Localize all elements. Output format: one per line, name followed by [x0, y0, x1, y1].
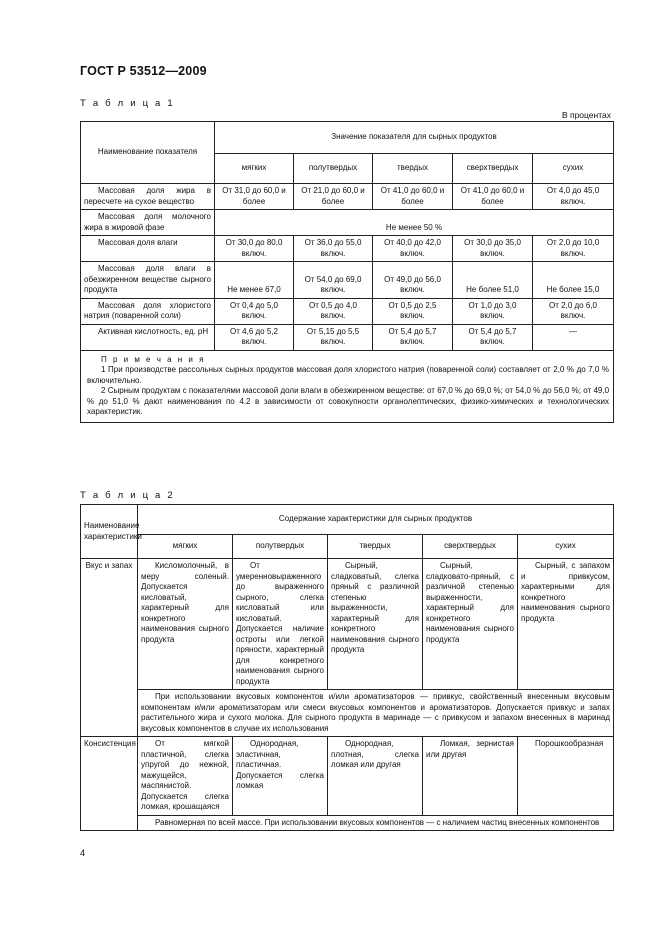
table2-header-name: Наименование характеристики [81, 505, 138, 559]
table2-header-group: Содержание характеристики для сырных продуктов [138, 505, 614, 535]
table-row [81, 210, 614, 236]
table-cell: От 5,4 до 5,7 включ. [373, 324, 453, 350]
table-cell: От 30,0 до 35,0 включ. [453, 236, 533, 262]
table-row [81, 236, 614, 262]
table-cell-merged: Не менее 50 % [215, 210, 614, 236]
page-number: 4 [80, 848, 86, 858]
table1-subcol: полутвердых [294, 154, 373, 184]
table-cell: Не более 15,0 [533, 262, 614, 299]
table-cell: От 0,5 до 2,5 включ. [373, 298, 453, 324]
table-cell: От 21,0 до 60,0 и более [294, 184, 373, 210]
table-cell: От 54,0 до 69,0 включ. [294, 262, 373, 299]
table2 [80, 504, 614, 831]
indicator-name: Массовая доля влаги в обезжиренном веществе сырного продукта [81, 262, 215, 299]
indicator-name: Массовая доля влаги [81, 236, 215, 262]
characteristic-name: Консистенция [81, 737, 138, 831]
note-item: 2 Сырным продуктам с показателями массовой доли влаги в обезжиренном веществе: от 67,0 % до 69,0 %; от 54,0 % до 56,0 %; от 49,0 % до 51,0 % дают наименования по 4.2 в зависимости от совокупности органолептических, физико-химических и технологических характеристик. [87, 386, 610, 416]
table1-subcol: твердых [373, 154, 453, 184]
table1-header-indicator: Наименование показателя [81, 122, 215, 184]
table-cell-span-note: Равномерная по всей массе. При использовании вкусовых компонентов — с наличием частиц внесенных компонентов [138, 815, 614, 831]
table-row [81, 737, 614, 816]
table-cell: Однородная, плотная, слегка ломкая или другая [328, 737, 423, 816]
table-cell: От 1,0 до 3,0 включ. [453, 298, 533, 324]
table1-notes-row [81, 350, 614, 422]
table-row [81, 298, 614, 324]
table1-subcol: сверхтвердых [453, 154, 533, 184]
table-row [81, 184, 614, 210]
table-cell: От 40,0 до 42,0 включ. [373, 236, 453, 262]
table2-subcol: сверхтвердых [423, 535, 518, 559]
table-cell: Кисломолочный, в меру соленый. Допускается кисловатый, характерный для конкретного наименования сырного продукта [138, 559, 233, 690]
characteristic-name: Вкус и запах [81, 559, 138, 737]
table-cell: Сырный, с запахом и привкусом, характерными для конкретного наименования сырного продукта [518, 559, 614, 690]
table-cell: От 49,0 до 56,0 включ. [373, 262, 453, 299]
indicator-name: Активная кислотность, ед. pH [81, 324, 215, 350]
indicator-name: Массовая доля хлористого натрия (поваренной соли) [81, 298, 215, 324]
table-row [81, 559, 614, 690]
table1-caption: Т а б л и ц а 1 [80, 98, 175, 109]
notes-heading: П р и м е ч а н и я [101, 354, 206, 364]
table-cell: От 31,0 до 60,0 и более [215, 184, 294, 210]
table1 [80, 121, 614, 423]
table-cell: От 30,0 до 80,0 включ. [215, 236, 294, 262]
table-cell: — [533, 324, 614, 350]
table1-header-group: Значение показателя для сырных продуктов [215, 122, 614, 154]
table1-notes [81, 350, 614, 422]
note-item: 1 При производстве рассольных сырных продуктов массовая доля хлористого натрия (поваренной соли) составляет от 2,0 % до 7,0 % включительно. [87, 365, 610, 385]
indicator-name: Массовая доля молочного жира в жировой фазе [81, 210, 215, 236]
table-cell-span-note: При использовании вкусовых компонентов и/или ароматизаторов — привкус, свойственный внесенным вкусовым компонентам и/или ароматизаторам или смеси вкусовых компонентов и ароматизаторов. Допускается привкус и запах растительного жира и сухого молока. Для сырного продукта в маринаде — с привкусом и запахом внесенных в маринад вкусовых компонентов в случае их использования [138, 690, 614, 737]
table-cell: От 41,0 до 60,0 и более [453, 184, 533, 210]
table-cell: Ломкая, зернистая или другая [423, 737, 518, 816]
table-cell: Однородная, эластичная, пластичная. Допускается слегка ломкая [233, 737, 328, 816]
table-cell: От 4,6 до 5,2 включ. [215, 324, 294, 350]
table1-subcol: мягких [215, 154, 294, 184]
table-cell: Порошкообразная [518, 737, 614, 816]
table-cell: От 2,0 до 10,0 включ. [533, 236, 614, 262]
table-cell: От мягкой пластичной, слегка упругой до нежной, мажущейся, маспянистой. Допускается слегка ломкая, крошащаяся [138, 737, 233, 816]
table2-subcol: твердых [328, 535, 423, 559]
table-cell: От 0,4 до 5,0 включ. [215, 298, 294, 324]
table1-unit: В процентах [561, 110, 611, 120]
indicator-name: Массовая доля жира в пересчете на сухое вещество [81, 184, 215, 210]
table-cell: От умеренновыраженного до выраженного сырного, слегка кисловатый или кисловатый. Допускается наличие остроты или легкой пряности, характерный для конкретного наименования сырного продукта [233, 559, 328, 690]
table-cell: От 5,4 до 5,7 включ. [453, 324, 533, 350]
table-cell: Не менее 67,0 [215, 262, 294, 299]
table-row [81, 262, 614, 299]
table-cell: От 4,0 до 45,0 включ. [533, 184, 614, 210]
table1-subcol: сухих [533, 154, 614, 184]
table-cell: От 41,0 до 60,0 и более [373, 184, 453, 210]
table-row [81, 324, 614, 350]
table-cell: От 2,0 до 6,0 включ. [533, 298, 614, 324]
table2-subcol: сухих [518, 535, 614, 559]
table2-subcol: полутвердых [233, 535, 328, 559]
table-cell: От 0,5 до 4,0 включ. [294, 298, 373, 324]
table-row [81, 815, 614, 831]
table-cell: От 5,15 до 5,5 включ. [294, 324, 373, 350]
table-row [81, 690, 614, 737]
table-cell: Сырный, сладковато-пряный, с различной степенью выраженности, характерный для конкретного наименования сырного продукта [423, 559, 518, 690]
table-cell: Сырный, сладковатый, слегка пряный с различной степенью выраженности, характерный для конкретного наименования сырного продукта [328, 559, 423, 690]
table-cell: От 36,0 до 55,0 включ. [294, 236, 373, 262]
document-header: ГОСТ Р 53512—2009 [80, 64, 207, 78]
table2-caption: Т а б л и ц а 2 [80, 490, 175, 501]
table-cell: Не более 51,0 [453, 262, 533, 299]
table2-subcol: мягких [138, 535, 233, 559]
